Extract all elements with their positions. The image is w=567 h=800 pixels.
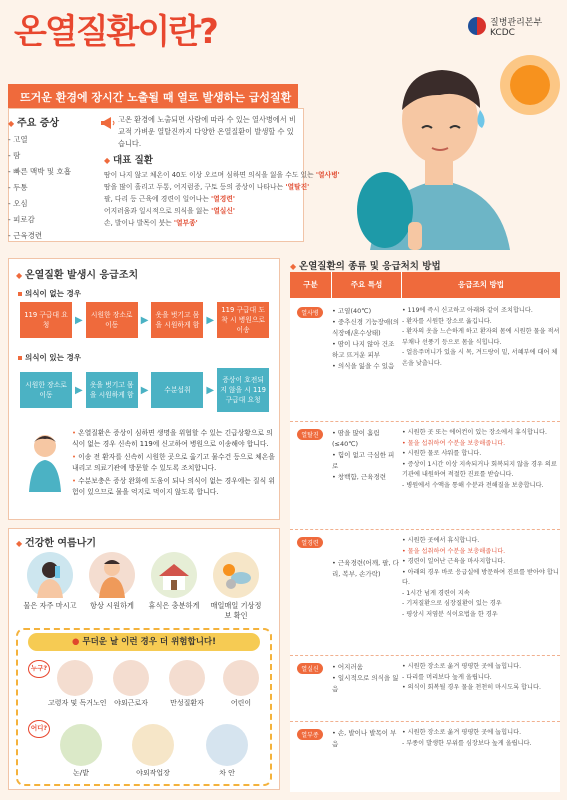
megaphone-icon <box>100 117 118 129</box>
first-aid-heading: ◆ 온열질환 발생시 응급조치 <box>16 266 138 281</box>
disease-line: 손, 발이나 발목이 붓는 '열부종' <box>104 219 198 227</box>
worksite-icon <box>132 724 174 766</box>
table-row <box>290 722 560 788</box>
table-row <box>290 530 560 656</box>
features-cell: • 땀을 많이 흘림(≤40℃) • 힘이 없고 극심한 피로 • 창백함, 근육경련 <box>332 429 395 481</box>
government-emblem-icon <box>468 17 486 35</box>
definition-banner: 뜨거운 환경에 장시간 노출될 때 열로 발생하는 급성질환 <box>8 84 298 108</box>
tip-water <box>22 552 78 611</box>
step: 옷을 벗기고 몸을 시원하게 함 <box>86 372 138 408</box>
car-icon <box>206 724 248 766</box>
symptom-item: - 오심 <box>8 199 28 208</box>
step: 119 구급대 요청 <box>20 302 72 338</box>
sick-person-icon <box>26 432 64 492</box>
kcdc-logo <box>468 14 560 46</box>
step: 시원한 장소로 이동 <box>20 372 72 408</box>
disease-line: 땀을 많이 흘리고 두통, 어지럼증, 구토 등의 증상이 나타나는 '열탈진' <box>104 183 310 191</box>
page-title: 온열질환이란? <box>14 12 217 52</box>
arrow-icon: ▶ <box>75 314 83 326</box>
hot-person-illustration <box>330 50 560 250</box>
table-row <box>290 422 560 530</box>
tip-weather <box>208 552 264 621</box>
disease-line: 땀이 나지 않고 체온이 40도 이상 오르며 심하면 의식을 잃을 수도 있는 '열사병' <box>104 171 340 179</box>
tip-label: 항상 시원하게 <box>90 601 134 610</box>
major-heading: ◆ 대표 질환 <box>104 152 304 166</box>
intro-text: 고온 환경에 노출되면 사람에 따라 수 있는 열사병에서 비교적 가벼운 열탈진까지 다양한 온열질환이 발생할 수 있습니다. <box>118 115 296 148</box>
disease-line: 어지러움과 일시적으로 의식을 잃는 '열실신' <box>104 207 235 215</box>
risk-place: 야외작업장 <box>126 724 180 778</box>
type-cell: 열부종 <box>290 722 330 788</box>
note: • 온열질환은 증상이 심하면 생명을 위협할 수 있는 긴급상황으로 의식이 없는 경우 신속히 119에 신고하여 병원으로 이송해야 합니다. <box>72 428 276 450</box>
step: 옷을 벗기고 몸을 시원하게 함 <box>151 302 203 338</box>
unconscious-steps <box>20 302 269 338</box>
org-name-ko: 질병관리본부 <box>490 18 543 28</box>
risk-group: 어린이 <box>214 660 268 708</box>
risk-place: 차 안 <box>200 724 254 778</box>
table-header: 주요 특성 <box>332 272 402 298</box>
features-cell: • 고열(40℃) • 중추신경 기능장애(의식장애/혼수상태) • 땀이 나지 않아 건조하고 뜨거운 피부 • 의식을 잃을 수 있음 <box>332 307 400 370</box>
actions-cell: • 시원한 곳 또는 에어컨이 있는 장소에서 휴식합니다. • 물을 섭취하여 수분을 보충해줍니다. • 시원한 물로 샤워를 합니다. • 증상이 1시간 이상 지속되거나 회복되지 않을 경우 의료기관에 내원하여 적절한 진료를 받습니다. - 병원에서 수액을 통해 수분과 전해질을 보충합니다. <box>402 429 557 489</box>
shade-house-icon <box>151 552 197 598</box>
tip-rest <box>146 552 202 611</box>
child-icon <box>223 660 259 696</box>
cool-person-icon <box>89 552 135 598</box>
symptom-item: - 땀 <box>8 151 21 160</box>
note: • 수분보충은 증상 완화에 도움이 되나 의식이 없는 경우에는 질식 위험이 있으므로 물을 억지로 먹이지 않도록 합니다. <box>72 476 276 498</box>
summer-heading: ◆ 건강한 여름나기 <box>16 534 96 549</box>
features-cell: • 어지러움 • 일시적으로 의식을 잃음 <box>332 663 399 693</box>
features-cell: • 근육경련(어깨, 팔, 다리, 복부, 손가락) <box>332 559 399 578</box>
type-cell: 열사병 <box>290 300 330 421</box>
elderly-icon <box>57 660 93 696</box>
type-cell: 열경련 <box>290 530 330 655</box>
symptom-item: - 고열 <box>8 135 28 144</box>
org-name-en: KCDC <box>490 28 515 38</box>
tip-cool <box>84 552 140 611</box>
conscious-steps <box>20 368 269 412</box>
arrow-icon: ▶ <box>75 384 83 396</box>
outdoor-worker-icon <box>113 660 149 696</box>
arrow-icon: ▶ <box>206 384 215 396</box>
step: 119 구급대 도착 시 병원으로 이송 <box>217 302 269 338</box>
risk-group: 야외근로자 <box>104 660 158 708</box>
step: 증상이 호전되지 않을 시 119 구급대 요청 <box>217 368 269 412</box>
symptom-item: - 빠른 맥박 및 호흡 <box>8 167 71 176</box>
arrow-icon: ▶ <box>206 314 215 326</box>
actions-cell: • 시원한 장소로 옮겨 평평한 곳에 눕힙니다. - 다리를 머리보다 높게 올립니다. • 의식이 회복될 경우 물을 천천히 마시도록 합니다. <box>402 663 541 691</box>
risk-place: 논/밭 <box>54 724 108 778</box>
table-header: 응급조치 방법 <box>402 272 560 298</box>
arrow-icon: ▶ <box>140 384 149 396</box>
tip-label: 물은 자주 마시고 <box>23 601 77 610</box>
who-tag: 누구? <box>28 660 50 678</box>
disease-line: 팔, 다리 등 근육에 경련이 일어나는 '열경련' <box>104 195 235 203</box>
symptom-item: - 두통 <box>8 183 28 192</box>
type-cell: 열실신 <box>290 656 330 721</box>
first-aid-table <box>290 272 560 792</box>
note: • 이송 전 환자를 신속히 시원한 곳으로 옮기고 물수건 등으로 체온을 내리고 의료기관에 방문할 수 있도록 조치합니다. <box>72 452 276 474</box>
table-header: 구분 <box>290 272 332 298</box>
symptoms-list <box>8 114 90 241</box>
actions-cell: • 119에 즉시 신고하고 아래와 같이 조치합니다. - 환자를 시원한 장소로 옮깁니다. - 환자의 옷을 느슨하게 하고 환자의 몸에 시원한 물을 적셔 부채나 선풍기 등으로 몸을 식힙니다. - 얼음주머니가 있을 시 목, 겨드랑이 밑, 서혜부에 대어 체온을 낮춥니다. <box>402 307 560 367</box>
risk-group: 고령자 및 독거노인 <box>48 660 102 708</box>
field-icon <box>60 724 102 766</box>
warning-icon: ● <box>71 637 80 647</box>
conscious-label: 의식이 있는 경우 <box>18 352 81 363</box>
type-cell: 열탈진 <box>290 422 330 529</box>
actions-cell: • 시원한 곳에서 휴식합니다. • 물을 섭취하여 수분을 보충해줍니다. • 경련이 일어난 근육을 마사지합니다. • 아래의 경우 바로 응급실에 방문하여 진료를 받아야 합니다. - 1시간 넘게 경련이 지속 - 기저질환으로 심장질환이 있는 경우 - 평상시 저염분 식이요법을 한 경우 <box>402 537 559 618</box>
unconscious-label: 의식이 없는 경우 <box>18 288 81 299</box>
table-row <box>290 656 560 722</box>
step: 시원한 장소로 이동 <box>86 302 138 338</box>
tip-label: 매일매일 기상정보 확인 <box>210 601 262 620</box>
symptom-item: - 피로감 <box>8 215 35 224</box>
first-aid-notes <box>72 428 276 500</box>
symptom-item: - 근육경련 <box>8 231 43 240</box>
risk-group: 만성질환자 <box>160 660 214 708</box>
features-cell: • 손, 발이나 발목이 부음 <box>332 729 397 748</box>
where-tag: 어디? <box>28 720 50 738</box>
arrow-icon: ▶ <box>140 314 149 326</box>
chronic-patient-icon <box>169 660 205 696</box>
actions-cell: • 시원한 장소로 옮겨 평평한 곳에 눕힙니다. - 부종이 발생한 부위를 심장보다 높게 올립니다. <box>402 729 532 747</box>
table-row <box>290 300 560 422</box>
symptoms-heading: ◆ 주요 증상 <box>8 114 90 129</box>
table-heading: ◆ 온열질환의 종류 및 응급처치 방법 <box>290 258 560 272</box>
tip-label: 휴식은 충분하게 <box>148 601 200 610</box>
major-diseases <box>104 152 340 229</box>
risk-heading: ● 무더운 날 이런 경우 더 위험합니다! <box>28 633 260 651</box>
drinking-water-icon <box>27 552 73 598</box>
step: 수분섭취 <box>151 372 203 408</box>
weather-icon <box>213 552 259 598</box>
